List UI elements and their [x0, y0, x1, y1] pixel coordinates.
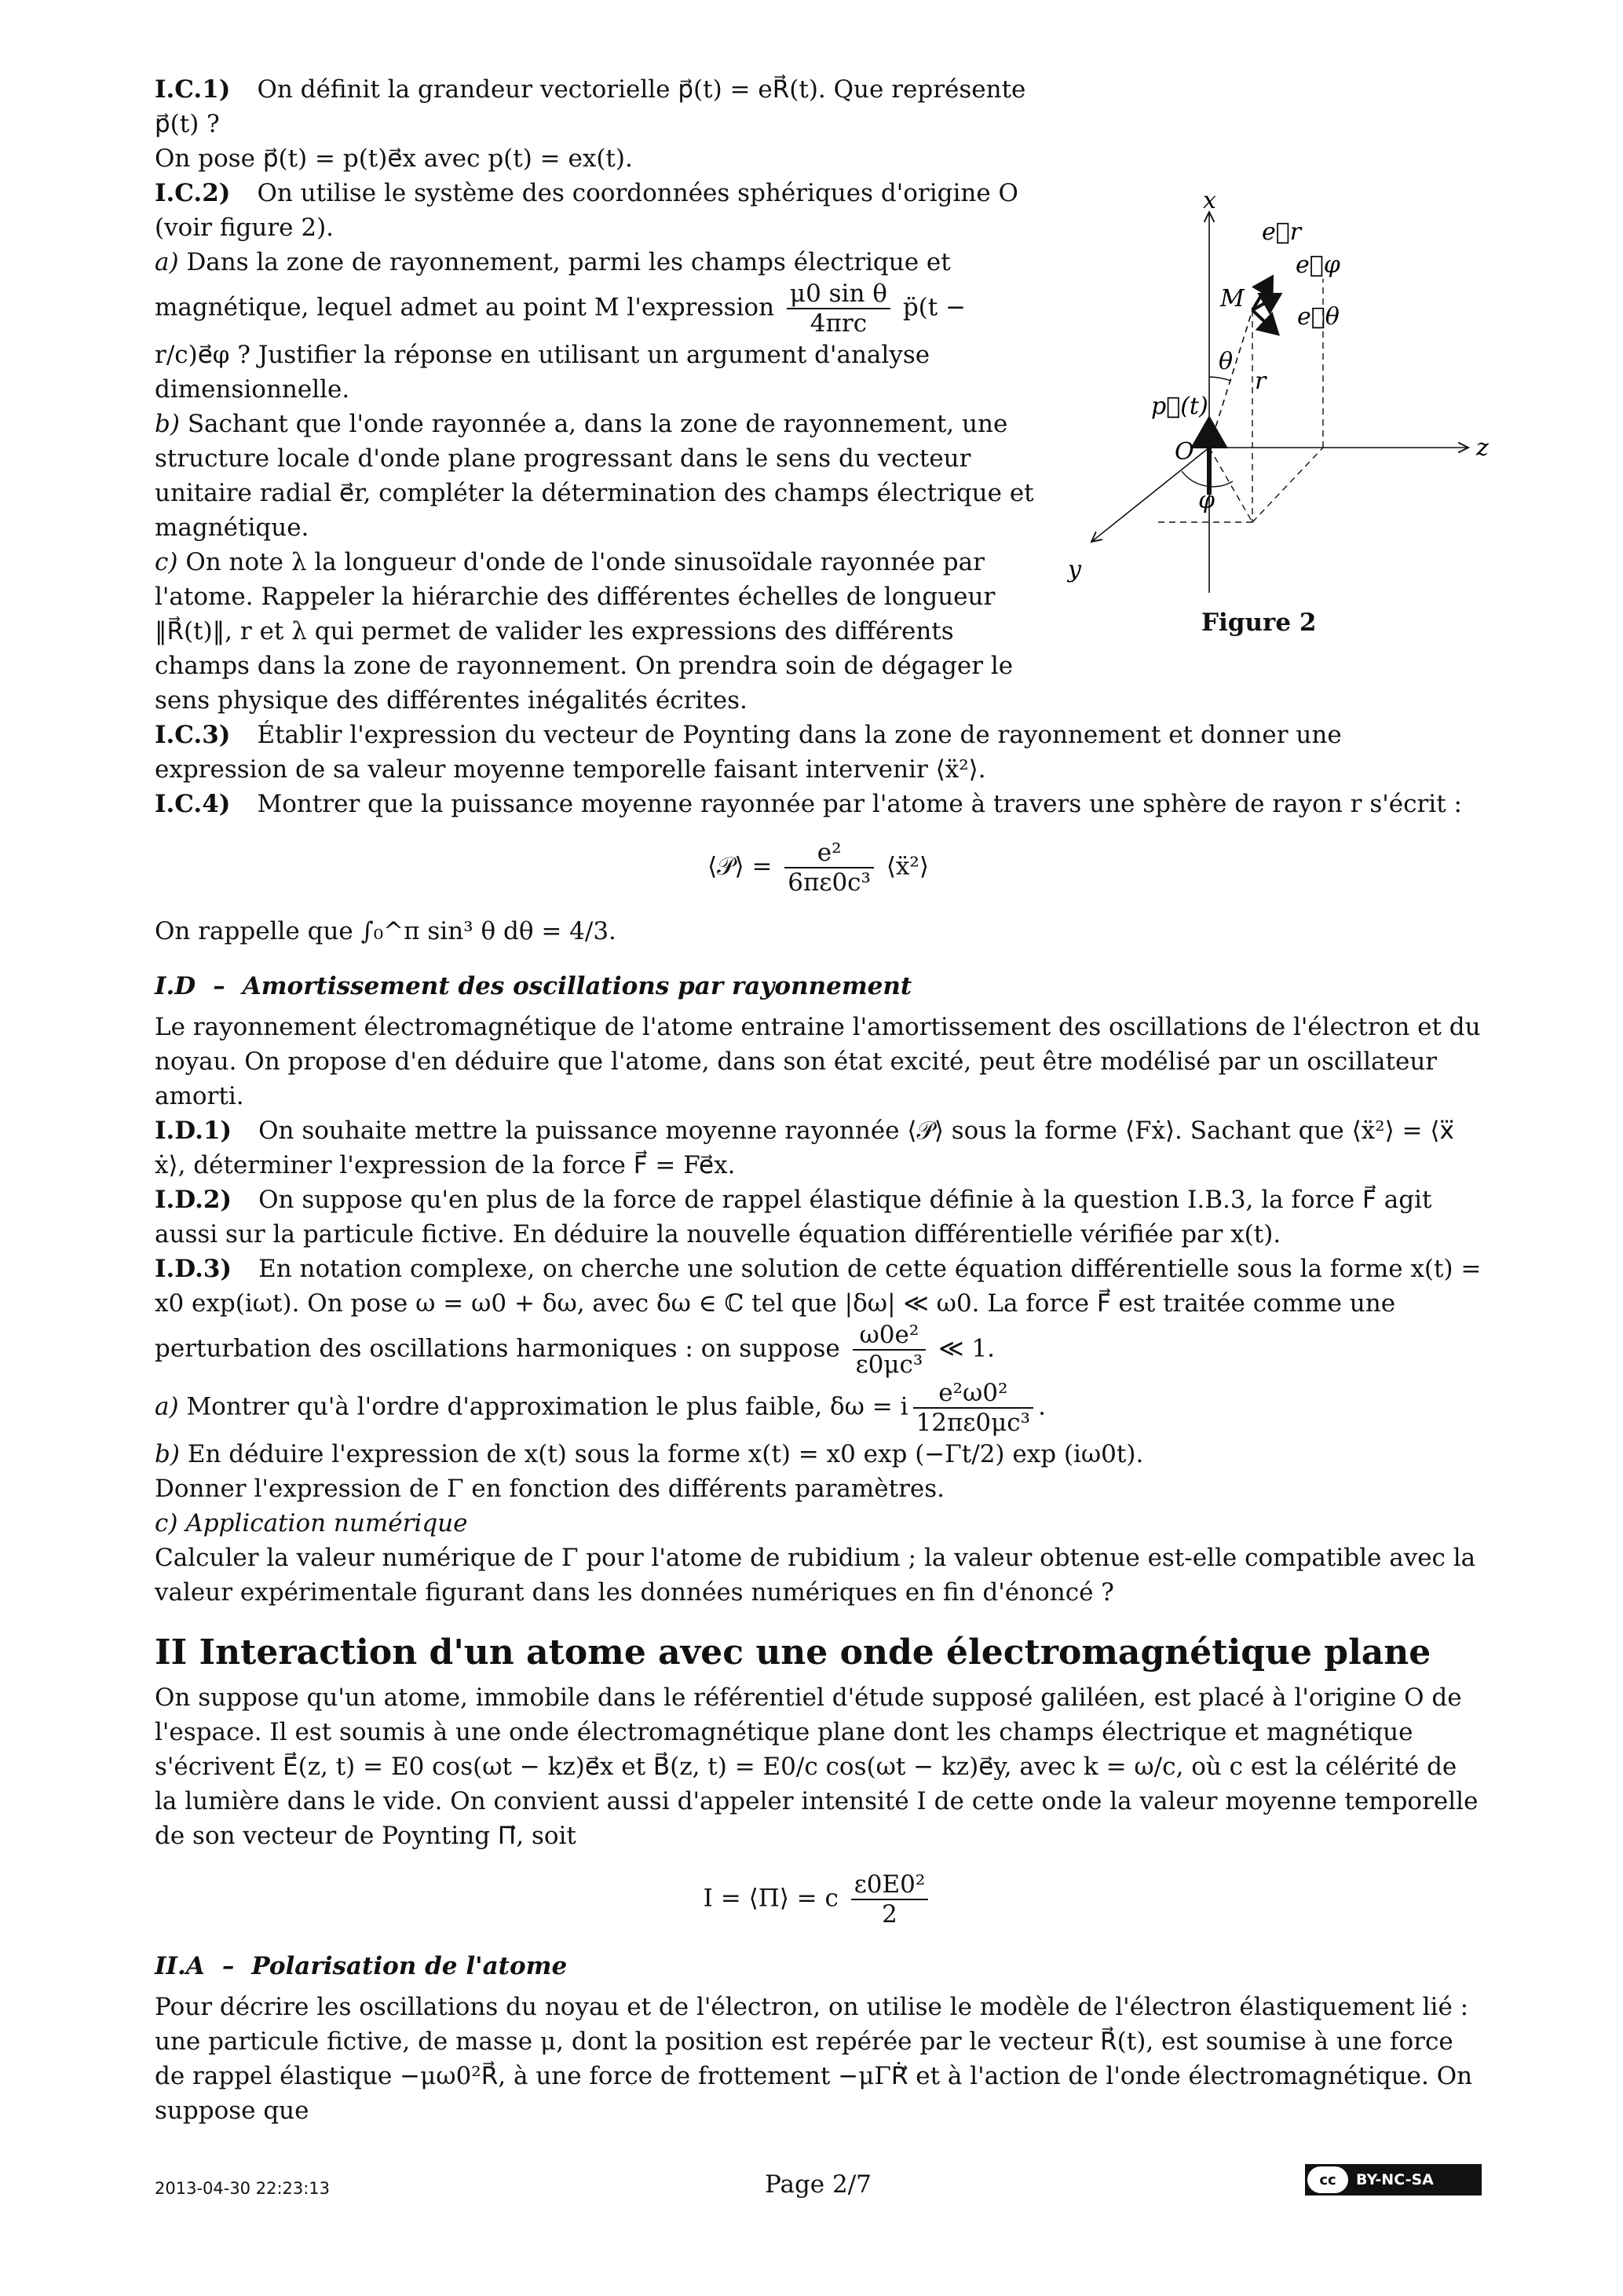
page-number: Page 2/7 — [765, 2170, 872, 2199]
part-title: II Interaction d'un atome avec une onde électromagnétique plane — [155, 1632, 1431, 1673]
fraction: $\frac{\text{ω0e²}}{\text{ε0μc³}}$ — [853, 1321, 927, 1379]
id3-c: c) Application numérique — [155, 1509, 468, 1537]
intensity-equation: I = ⟨Π⟩ = c $\frac{\text{ε0E0²}}{2}$ — [155, 1870, 1482, 1929]
ic2-c: c) On note λ la longueur d'onde de l'onde sinusoïdale rayonnée par l'atome. Rappeler la hiérarchie des différentes échelles de longueur ‖R⃗(t)‖, r et λ qui permet de valider les expressions des différents champs dans la zone de rayonnement. On prendra soin de dégager le sens physique des différentes inégalités écrites. — [155, 548, 1014, 715]
ic2-a: a) Dans la zone de rayonnement, parmi les champs électrique et magnétique, lequel admet au point M l'expression $\frac{\text{μ0 sin θ}}{\text{4πrc}}$ p̈(t − r/c)e⃗φ ? Justifier la réponse en utilisant un argument d'analyse dimensionnelle. — [155, 248, 967, 404]
question-number: I.C.2) — [155, 179, 231, 207]
label-x: x — [1203, 187, 1216, 214]
section-heading-id: I.D – Amortissement des oscillations par rayonnement — [155, 972, 912, 1000]
label-theta: θ — [1219, 348, 1234, 375]
label-r: r — [1255, 367, 1267, 395]
id3-c-text: Calculer la valeur numérique de Γ pour l'atome de rubidium ; la valeur obtenue est-elle compatible avec la valeur expérimentale figurant dans les données numériques en fin d'énoncé ? — [155, 1544, 1476, 1607]
label-M: M — [1220, 285, 1245, 313]
cc-icon: cc — [1307, 2166, 1348, 2193]
label-y: y — [1068, 556, 1081, 583]
section-heading-iia: II.A – Polarisation de l'atome — [155, 1952, 568, 1980]
power-equation: ⟨𝒫⟩ = $\frac{\text{e²}}{\text{6πε0c³}}$ ⟨ẍ²⟩ — [707, 839, 929, 897]
ic2-b: b) Sachant que l'onde rayonnée a, dans la zone de rayonnement, une structure locale d'onde plane progressant dans le sens du vecteur unitaire radial e⃗r, compléter la détermination des champs électrique et magnétique. — [155, 410, 1034, 542]
question-number: I.D.2) — [155, 1186, 232, 1214]
label-er: e⃗r — [1262, 218, 1302, 246]
license-label: BY-NC-SA — [1356, 2171, 1434, 2188]
question-number: I.D.1) — [155, 1117, 232, 1145]
id3-b: b) En déduire l'expression de x(t) sous la forme x(t) = x0 exp (−Γt/2) exp (iω0t). — [155, 1440, 1144, 1468]
theta-arc — [1209, 377, 1231, 381]
label-etheta: e⃗θ — [1297, 303, 1340, 331]
footer-date: 2013-04-30 22:23:13 — [155, 2179, 331, 2198]
radius-line — [1209, 310, 1252, 448]
ic2-intro: I.C.2) On utilise le système des coordonnées sphériques d'origine O (voir figure 2). — [155, 179, 1018, 242]
fraction: $\frac{\text{e²ω0²}}{\text{12πε0μc³}}$ — [913, 1379, 1034, 1437]
fraction: $\frac{\text{ε0E0²}}{2}$ — [851, 1870, 929, 1929]
label-z: z — [1476, 434, 1489, 462]
ic1-line2: On pose p⃗(t) = p(t)e⃗x avec p(t) = ex(t). — [155, 144, 633, 173]
question-number: I.C.3) — [155, 721, 231, 749]
license-badge[interactable] — [1305, 2164, 1482, 2195]
id2: I.D.2) On suppose qu'en plus de la force de rappel élastique définie à la question I.B.3, la force F⃗ agit aussi sur la particule fictive. En déduire la nouvelle équation différentielle vérifiée par x(t). — [155, 1186, 1432, 1249]
label-p: p⃗(t) — [1151, 393, 1208, 420]
id-intro: Le rayonnement électromagnétique de l'atome entraine l'amortissement des oscillations de l'électron et du noyau. On propose d'en déduire que l'atome, dans son état excité, peut être modélisé par un oscillateur amorti. — [155, 1013, 1481, 1110]
id1: I.D.1) On souhaite mettre la puissance moyenne rayonnée ⟨𝒫⟩ sous la forme ⟨Fẋ⟩. Sachant que ⟨ẍ²⟩ = ⟨x⃛ ẋ⟩, déterminer l'expression de la force F⃗ = Fe⃗x. — [155, 1117, 1454, 1179]
label-O: O — [1175, 438, 1194, 466]
etheta-arrow — [1252, 310, 1278, 334]
question-number: I.C.4) — [155, 790, 231, 818]
id3: I.D.3) En notation complexe, on cherche une solution de cette équation différentielle sous la forme x(t) = x0 exp(iωt). On pose ω = ω0 + δω, avec δω ∈ ℂ tel que |δω| ≪ ω0. La force F⃗ est traitée comme une perturbation des oscillations harmoniques : on suppose $\frac{\text{ω0e²}}{\text{ε0μc³}}$ ≪ 1. — [155, 1255, 1482, 1379]
figure-2 — [1044, 185, 1500, 656]
ic4: I.C.4) Montrer que la puissance moyenne rayonnée par l'atome à travers une sphère de rayon r s'écrit : — [155, 790, 1462, 818]
iia-text: Pour décrire les oscillations du noyau et de l'électron, on utilise le modèle de l'électron élastiquement lié : une particule fictive, de masse μ, dont la position est repérée par le vecteur R⃗(t), est soumise à une force de rappel élastique −μω0²R⃗, à une force de frottement −μΓṘ⃗ et à l'action de l'onde électromagnétique. On suppose que — [155, 1993, 1473, 2125]
ic4-rappel: On rappelle que ∫₀^π sin³ θ dθ = 4/3. — [155, 917, 616, 945]
label-phi: φ — [1198, 487, 1215, 514]
ic1-line1: I.C.1) On définit la grandeur vectorielle p⃗(t) = eR⃗(t). Que représente p⃗(t) ? — [155, 75, 1026, 138]
spherical-coordinates-diagram — [1044, 185, 1500, 601]
fraction: $\frac{\text{μ0 sin θ}}{\text{4πrc}}$ — [787, 280, 890, 338]
id3-a: a) Montrer qu'à l'ordre d'approximation le plus faible, δω = i $\frac{\text{e²ω0²}}{\text{12πε0μc³}}$ . — [155, 1379, 1046, 1437]
label-ephi: e⃗φ — [1296, 251, 1340, 279]
question-number: I.D.3) — [155, 1255, 232, 1283]
question-number: I.C.1) — [155, 75, 231, 104]
figure-caption: Figure 2 — [1201, 609, 1317, 637]
ic3: I.C.3) Établir l'expression du vecteur de Poynting dans la zone de rayonnement et donner une expression de sa valeur moyenne temporelle faisant intervenir ⟨ẍ²⟩. — [155, 721, 1342, 784]
id3-b2: Donner l'expression de Γ en fonction des différents paramètres. — [155, 1475, 945, 1503]
fraction: $\frac{\text{e²}}{\text{6πε0c³}}$ — [784, 839, 874, 897]
part2-intro: On suppose qu'un atome, immobile dans le référentiel d'étude supposé galiléen, est placé à l'origine O de l'espace. Il est soumis à une onde électromagnétique plane dont les champs électrique et magnétique s'écrivent E⃗(z, t) = E0 cos(ωt − kz)e⃗x et B⃗(z, t) = E0/c cos(ωt − kz)e⃗y, avec k = ω/c, où c est la célérité de la lumière dans le vide. On convient aussi d'appeler intensité I de cette onde la valeur moyenne temporelle de son vecteur de Poynting Π⃗, soit — [155, 1684, 1479, 1850]
